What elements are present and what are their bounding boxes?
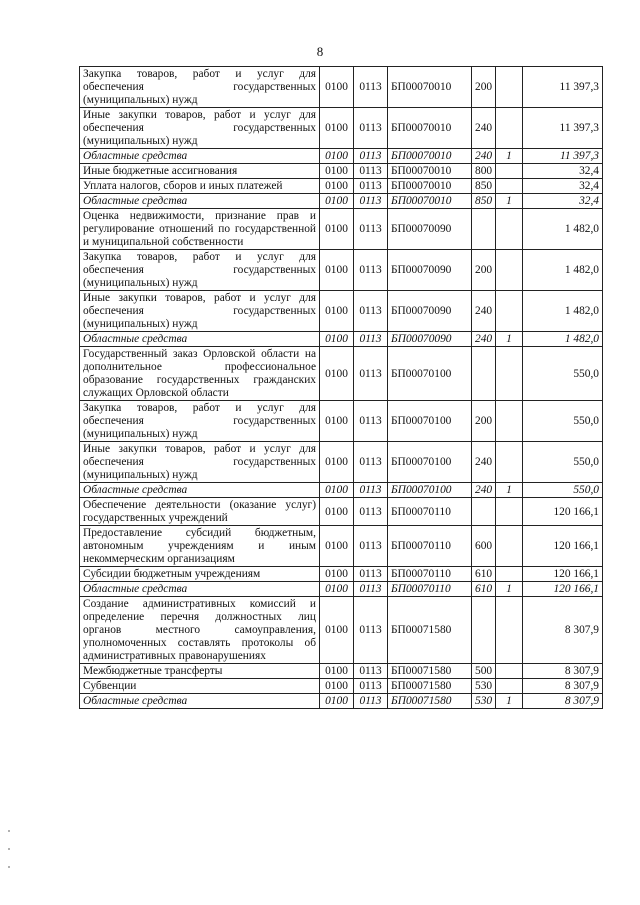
section-code-cell: 0100 [320, 526, 354, 567]
target-article-code-cell: БП00070010 [388, 194, 472, 209]
expense-type-code-cell: 240 [472, 332, 496, 347]
expense-type-code-cell [472, 347, 496, 401]
item-name-cell: Создание административных комиссий и определение перечня должностных лиц органов местного самоуправления, уполномоченных составлять протоколы об административных правонарушениях [80, 597, 320, 664]
target-article-code-cell: БП00070010 [388, 108, 472, 149]
funding-source-code-cell: 1 [496, 332, 523, 347]
section-code-cell: 0100 [320, 483, 354, 498]
target-article-code-cell: БП00070110 [388, 567, 472, 582]
expense-type-code-cell: 240 [472, 291, 496, 332]
section-code-cell: 0100 [320, 179, 354, 194]
item-name-cell: Оценка недвижимости, признание прав и регулирование отношений по государственной и муниципальной собственности [80, 209, 320, 250]
item-name-cell: Субсидии бюджетным учреждениям [80, 567, 320, 582]
amount-cell: 8 307,9 [523, 597, 603, 664]
section-code-cell: 0100 [320, 250, 354, 291]
target-article-code-cell: БП00070100 [388, 442, 472, 483]
item-name-cell: Обеспечение деятельности (оказание услуг) государственных учреждений [80, 498, 320, 526]
item-name-cell: Иные закупки товаров, работ и услуг для обеспечения государственных (муниципальных) нужд [80, 108, 320, 149]
target-article-code-cell: БП00070090 [388, 332, 472, 347]
table-row [80, 401, 603, 442]
subsection-code-cell: 0113 [354, 250, 388, 291]
funding-source-code-cell: 1 [496, 694, 523, 709]
subsection-code-cell: 0113 [354, 582, 388, 597]
item-name-cell: Закупка товаров, работ и услуг для обеспечения государственных (муниципальных) нужд [80, 250, 320, 291]
amount-cell: 1 482,0 [523, 250, 603, 291]
section-code-cell: 0100 [320, 149, 354, 164]
amount-cell: 550,0 [523, 401, 603, 442]
section-code-cell: 0100 [320, 209, 354, 250]
funding-source-code-cell [496, 442, 523, 483]
section-code-cell: 0100 [320, 597, 354, 664]
table-row [80, 108, 603, 149]
expense-type-code-cell: 200 [472, 250, 496, 291]
subsection-code-cell: 0113 [354, 442, 388, 483]
amount-cell: 11 397,3 [523, 108, 603, 149]
expense-type-code-cell [472, 209, 496, 250]
item-name-cell: Областные средства [80, 149, 320, 164]
expense-type-code-cell: 610 [472, 582, 496, 597]
table-row-regional-funds [80, 582, 603, 597]
amount-cell: 32,4 [523, 194, 603, 209]
funding-source-code-cell [496, 67, 523, 108]
funding-source-code-cell: 1 [496, 149, 523, 164]
amount-cell: 120 166,1 [523, 526, 603, 567]
funding-source-code-cell [496, 498, 523, 526]
subsection-code-cell: 0113 [354, 179, 388, 194]
section-code-cell: 0100 [320, 347, 354, 401]
amount-cell: 32,4 [523, 179, 603, 194]
funding-source-code-cell: 1 [496, 582, 523, 597]
subsection-code-cell: 0113 [354, 498, 388, 526]
expense-type-code-cell: 850 [472, 179, 496, 194]
subsection-code-cell: 0113 [354, 483, 388, 498]
section-code-cell: 0100 [320, 108, 354, 149]
expense-type-code-cell [472, 597, 496, 664]
subsection-code-cell: 0113 [354, 149, 388, 164]
table-row [80, 67, 603, 108]
amount-cell: 1 482,0 [523, 291, 603, 332]
funding-source-code-cell [496, 526, 523, 567]
amount-cell: 11 397,3 [523, 149, 603, 164]
target-article-code-cell: БП00070010 [388, 67, 472, 108]
target-article-code-cell: БП00070100 [388, 483, 472, 498]
target-article-code-cell: БП00070100 [388, 347, 472, 401]
section-code-cell: 0100 [320, 164, 354, 179]
item-name-cell: Иные закупки товаров, работ и услуг для обеспечения государственных (муниципальных) нужд [80, 291, 320, 332]
target-article-code-cell: БП00070110 [388, 526, 472, 567]
funding-source-code-cell [496, 567, 523, 582]
funding-source-code-cell [496, 164, 523, 179]
amount-cell: 8 307,9 [523, 664, 603, 679]
subsection-code-cell: 0113 [354, 347, 388, 401]
section-code-cell: 0100 [320, 567, 354, 582]
item-name-cell: Иные бюджетные ассигнования [80, 164, 320, 179]
item-name-cell: Субвенции [80, 679, 320, 694]
target-article-code-cell: БП00070010 [388, 149, 472, 164]
subsection-code-cell: 0113 [354, 291, 388, 332]
section-code-cell: 0100 [320, 582, 354, 597]
subsection-code-cell: 0113 [354, 526, 388, 567]
section-code-cell: 0100 [320, 442, 354, 483]
target-article-code-cell: БП00070090 [388, 250, 472, 291]
table-row-regional-funds [80, 149, 603, 164]
subsection-code-cell: 0113 [354, 209, 388, 250]
section-code-cell: 0100 [320, 332, 354, 347]
target-article-code-cell: БП00070010 [388, 164, 472, 179]
amount-cell: 120 166,1 [523, 567, 603, 582]
expense-type-code-cell: 610 [472, 567, 496, 582]
funding-source-code-cell [496, 347, 523, 401]
funding-source-code-cell [496, 108, 523, 149]
expense-type-code-cell [472, 498, 496, 526]
table-row [80, 498, 603, 526]
item-name-cell: Предоставление субсидий бюджетным, автономным учреждениям и иным некоммерческим организациям [80, 526, 320, 567]
target-article-code-cell: БП00070110 [388, 498, 472, 526]
margin-mark [8, 848, 10, 850]
section-code-cell: 0100 [320, 194, 354, 209]
table-row-regional-funds [80, 194, 603, 209]
section-code-cell: 0100 [320, 291, 354, 332]
margin-mark [8, 866, 10, 868]
budget-table [79, 66, 603, 709]
item-name-cell: Государственный заказ Орловской области на дополнительное профессиональное образование государственных гражданских служащих Орловской области [80, 347, 320, 401]
section-code-cell: 0100 [320, 67, 354, 108]
subsection-code-cell: 0113 [354, 332, 388, 347]
amount-cell: 120 166,1 [523, 498, 603, 526]
table-row [80, 597, 603, 664]
item-name-cell: Закупка товаров, работ и услуг для обеспечения государственных (муниципальных) нужд [80, 67, 320, 108]
subsection-code-cell: 0113 [354, 694, 388, 709]
table-row [80, 250, 603, 291]
table-row [80, 679, 603, 694]
item-name-cell: Областные средства [80, 332, 320, 347]
funding-source-code-cell: 1 [496, 483, 523, 498]
subsection-code-cell: 0113 [354, 194, 388, 209]
section-code-cell: 0100 [320, 694, 354, 709]
table-row [80, 347, 603, 401]
table-row [80, 291, 603, 332]
item-name-cell: Областные средства [80, 582, 320, 597]
section-code-cell: 0100 [320, 498, 354, 526]
expense-type-code-cell: 500 [472, 664, 496, 679]
table-row [80, 664, 603, 679]
funding-source-code-cell [496, 597, 523, 664]
target-article-code-cell: БП00070010 [388, 179, 472, 194]
expense-type-code-cell: 800 [472, 164, 496, 179]
amount-cell: 8 307,9 [523, 694, 603, 709]
expense-type-code-cell: 530 [472, 679, 496, 694]
section-code-cell: 0100 [320, 401, 354, 442]
subsection-code-cell: 0113 [354, 567, 388, 582]
amount-cell: 1 482,0 [523, 332, 603, 347]
subsection-code-cell: 0113 [354, 401, 388, 442]
expense-type-code-cell: 240 [472, 149, 496, 164]
margin-mark [8, 830, 10, 832]
section-code-cell: 0100 [320, 664, 354, 679]
expense-type-code-cell: 600 [472, 526, 496, 567]
table-row-regional-funds [80, 483, 603, 498]
amount-cell: 8 307,9 [523, 679, 603, 694]
section-code-cell: 0100 [320, 679, 354, 694]
expense-type-code-cell: 200 [472, 67, 496, 108]
amount-cell: 32,4 [523, 164, 603, 179]
amount-cell: 550,0 [523, 442, 603, 483]
item-name-cell: Иные закупки товаров, работ и услуг для обеспечения государственных (муниципальных) нужд [80, 442, 320, 483]
expense-type-code-cell: 200 [472, 401, 496, 442]
expense-type-code-cell: 240 [472, 483, 496, 498]
subsection-code-cell: 0113 [354, 67, 388, 108]
item-name-cell: Уплата налогов, сборов и иных платежей [80, 179, 320, 194]
table-body [80, 67, 603, 709]
funding-source-code-cell [496, 401, 523, 442]
target-article-code-cell: БП00070090 [388, 209, 472, 250]
funding-source-code-cell [496, 291, 523, 332]
amount-cell: 120 166,1 [523, 582, 603, 597]
item-name-cell: Межбюджетные трансферты [80, 664, 320, 679]
target-article-code-cell: БП00071580 [388, 679, 472, 694]
target-article-code-cell: БП00070100 [388, 401, 472, 442]
subsection-code-cell: 0113 [354, 164, 388, 179]
amount-cell: 550,0 [523, 347, 603, 401]
target-article-code-cell: БП00071580 [388, 694, 472, 709]
table-row [80, 209, 603, 250]
amount-cell: 11 397,3 [523, 67, 603, 108]
funding-source-code-cell [496, 209, 523, 250]
table-row [80, 567, 603, 582]
table-row-regional-funds [80, 332, 603, 347]
target-article-code-cell: БП00070090 [388, 291, 472, 332]
funding-source-code-cell [496, 664, 523, 679]
table-row [80, 179, 603, 194]
item-name-cell: Областные средства [80, 694, 320, 709]
funding-source-code-cell: 1 [496, 194, 523, 209]
item-name-cell: Областные средства [80, 483, 320, 498]
funding-source-code-cell [496, 179, 523, 194]
target-article-code-cell: БП00070110 [388, 582, 472, 597]
table-row-regional-funds [80, 694, 603, 709]
subsection-code-cell: 0113 [354, 679, 388, 694]
funding-source-code-cell [496, 679, 523, 694]
expense-type-code-cell: 240 [472, 442, 496, 483]
amount-cell: 1 482,0 [523, 209, 603, 250]
amount-cell: 550,0 [523, 483, 603, 498]
page-number: 8 [316, 44, 324, 59]
target-article-code-cell: БП00071580 [388, 664, 472, 679]
item-name-cell: Областные средства [80, 194, 320, 209]
expense-type-code-cell: 240 [472, 108, 496, 149]
target-article-code-cell: БП00071580 [388, 597, 472, 664]
funding-source-code-cell [496, 250, 523, 291]
item-name-cell: Закупка товаров, работ и услуг для обеспечения государственных (муниципальных) нужд [80, 401, 320, 442]
expense-type-code-cell: 850 [472, 194, 496, 209]
subsection-code-cell: 0113 [354, 597, 388, 664]
subsection-code-cell: 0113 [354, 108, 388, 149]
table-row [80, 442, 603, 483]
subsection-code-cell: 0113 [354, 664, 388, 679]
table-row [80, 526, 603, 567]
table-row [80, 164, 603, 179]
expense-type-code-cell: 530 [472, 694, 496, 709]
